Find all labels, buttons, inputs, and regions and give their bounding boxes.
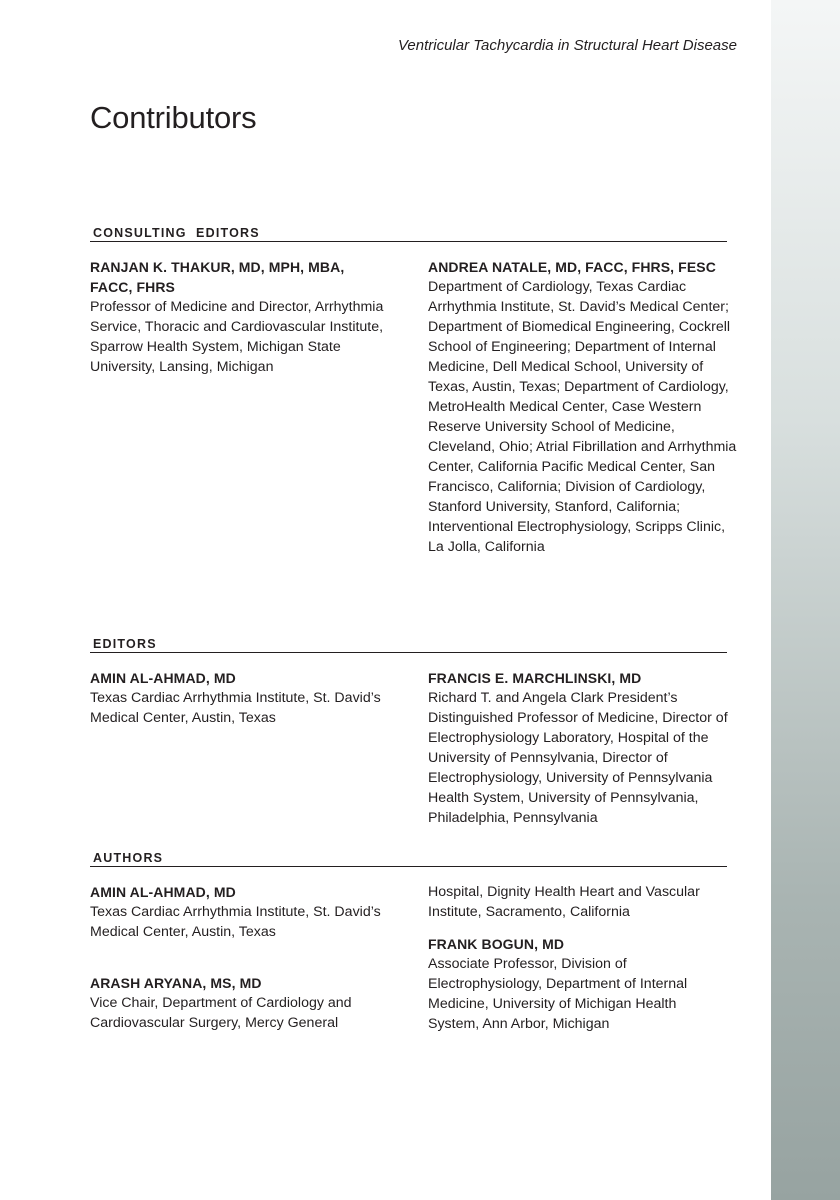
contributor-affiliation: Texas Cardiac Arrhythmia Institute, St. David’s Medical Center, Austin, Texas <box>90 904 381 940</box>
section-heading: CONSULTING EDITORS <box>93 226 260 240</box>
contributor-name: ARASH ARYANA, MS, MD <box>90 975 262 991</box>
contributor-entry <box>428 934 740 1034</box>
contributor-entry <box>428 668 740 828</box>
contributor-affiliation: Professor of Medicine and Director, Arrhythmia Service, Thoracic and Cardiovascular Institute, Sparrow Health System, Michigan State University, Lansing, Michigan <box>90 299 384 375</box>
contributor-entry <box>90 668 410 728</box>
section-consulting-editors <box>90 226 737 555</box>
contributor-affiliation: Associate Professor, Division of Electrophysiology, Department of Internal Medicine, University of Michigan Health System, Ann Arbor, Michigan <box>428 956 688 1032</box>
contributor-affiliation-continued: Hospital, Dignity Health Heart and Vascular Institute, Sacramento, California <box>428 884 700 920</box>
contributor-name: FRANCIS E. MARCHLINSKI, MD <box>428 670 642 686</box>
contributor-affiliation: Texas Cardiac Arrhythmia Institute, St. David’s Medical Center, Austin, Texas <box>90 690 381 726</box>
contributor-entry <box>90 257 410 377</box>
contributor-entry <box>428 257 740 557</box>
section-rule <box>90 652 727 653</box>
section-rule <box>90 866 727 867</box>
section-editors <box>90 637 728 826</box>
page-title: Contributors <box>90 100 257 135</box>
contributor-name: FRANK BOGUN, MD <box>428 936 565 952</box>
contributor-name: AMIN AL-AHMAD, MD <box>90 670 236 686</box>
contributor-entry <box>90 882 410 942</box>
side-color-band <box>771 0 840 1200</box>
contributor-name: RANJAN K. THAKUR, MD, MPH, MBA, FACC, FHRS <box>90 259 345 295</box>
contributor-entry <box>90 973 410 1033</box>
contributor-name: AMIN AL-AHMAD, MD <box>90 884 236 900</box>
section-authors <box>90 851 727 1032</box>
contributor-name: ANDREA NATALE, MD, FACC, FHRS, FESC <box>428 259 716 275</box>
section-heading: EDITORS <box>93 637 157 651</box>
section-heading: AUTHORS <box>93 851 164 865</box>
running-head: Ventricular Tachycardia in Structural Heart Disease <box>397 37 737 54</box>
contributor-affiliation: Vice Chair, Department of Cardiology and Cardiovascular Surgery, Mercy General <box>90 995 352 1031</box>
contributor-affiliation: Department of Cardiology, Texas Cardiac Arrhythmia Institute, St. David’s Medical Center; Department of Biomedical Engineering, Cockrell School of Engineering; Department of Internal Medicine, Dell Medical School, University of Texas, Austin, Texas; Department of Cardiology, MetroHealth Medical Center, Case Western Reserve University School of Medicine, Cleveland, Ohio; Atrial Fibrillation and Arrhythmia Center, California Pacific Medical Center, San Francisco, California; Division of Cardiology, Stanford University, Stanford, California; Interventional Electrophysiology, Scripps Clinic, La Jolla, California <box>428 279 737 555</box>
section-rule <box>90 241 727 242</box>
contributor-affiliation: Richard T. and Angela Clark President’s Distinguished Professor of Medicine, Director of Electrophysiology Laboratory, Hospital of the University of Pennsylvania, Director of Electrophysiology, University of Pennsylvania Health System, University of Pennsylvania, Philadelphia, Pennsylvania <box>428 690 728 826</box>
